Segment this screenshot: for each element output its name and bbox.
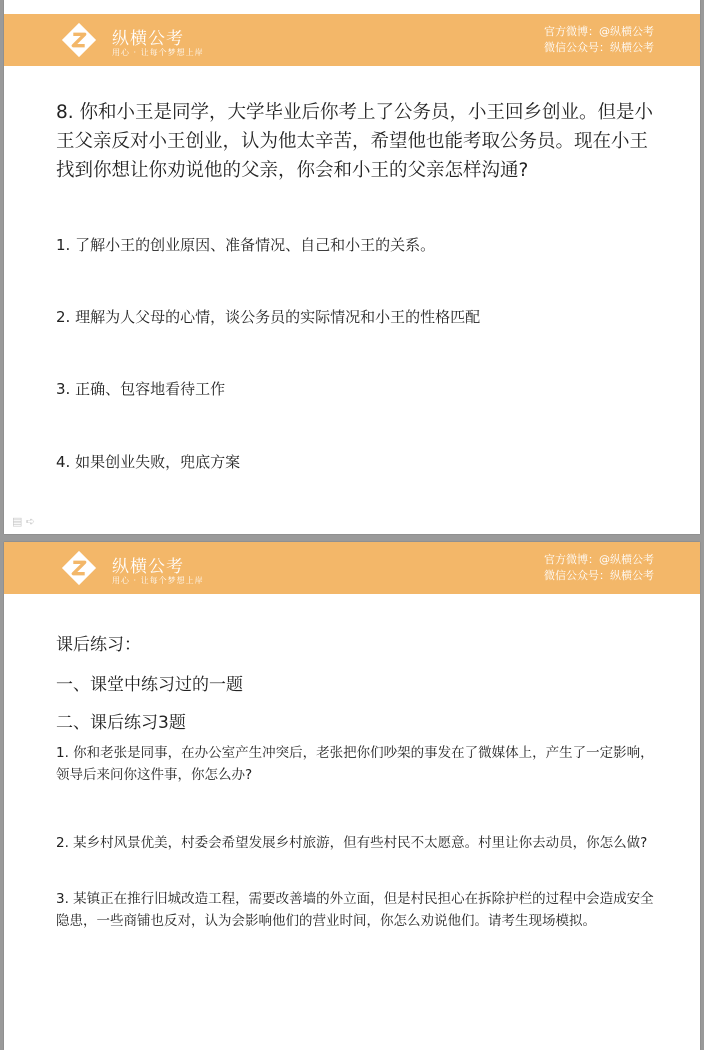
weibo-text: 官方微博：@纵横公考 [544, 553, 654, 566]
question-block [56, 98, 660, 185]
brand-slogan: 用心 · 让每个梦想上岸 [112, 48, 204, 57]
wechat-text: 微信公众号：纵横公考 [544, 569, 654, 582]
brand-name: 纵横公考 [112, 29, 184, 49]
section-1-heading: 一、课堂中练习过的一题 [56, 675, 243, 695]
slide-2 [4, 542, 700, 1050]
slide-nav-icons[interactable] [12, 515, 35, 528]
wechat-text: 微信公众号：纵横公考 [544, 41, 654, 54]
brand-banner [4, 14, 700, 66]
section-2-heading: 二、课后练习3题 [56, 713, 186, 733]
brand-slogan: 用心 · 让每个梦想上岸 [112, 576, 204, 585]
brand-logo-icon [60, 549, 98, 587]
brand-banner [4, 542, 700, 594]
social-info [544, 24, 654, 56]
exercise-item: 2. 某乡村风景优美，村委会希望发展乡村旅游，但有些村民不太愿意。村里让你去动员，你怎么做? [56, 835, 648, 851]
exercise-item: 1. 你和老张是同事，在办公室产生冲突后，老张把你们吵架的事发在了微媒体上，产生了一定影响，领导后来问你这件事，你怎么办? [56, 745, 654, 783]
weibo-text: 官方微博：@纵横公考 [544, 25, 654, 38]
answer-item: 4. 如果创业失败，兜底方案 [56, 453, 241, 471]
question-text: 8. 你和小王是同学，大学毕业后你考上了公务员，小王回乡创业。但是小王父亲反对小王创业，认为他太辛苦，希望他也能考取公务员。现在小王找到你想让你劝说他的父亲，你会和小王的父亲怎样沟通? [56, 102, 654, 181]
menu-icon[interactable]: ▤ [12, 515, 23, 528]
slide-1 [4, 0, 700, 534]
answer-item: 3. 正确、包容地看待工作 [56, 380, 226, 398]
answer-item: 2. 理解为人父母的心情，谈公务员的实际情况和小王的性格匹配 [56, 308, 481, 326]
social-info [544, 552, 654, 584]
arrow-right-icon[interactable]: ➪ [25, 515, 36, 528]
brand-name: 纵横公考 [112, 557, 184, 577]
homework-heading: 课后练习： [56, 635, 141, 655]
brand-logo-icon [60, 21, 98, 59]
slide-top-strip [4, 0, 700, 14]
answer-item: 1. 了解小王的创业原因、准备情况、自己和小王的关系。 [56, 236, 436, 254]
exercise-item: 3. 某镇正在推行旧城改造工程，需要改善墙的外立面，但是村民担心在拆除护栏的过程中会造成安全隐患，一些商铺也反对，认为会影响他们的营业时间，你怎么劝说他们。请考生现场模拟。 [56, 891, 654, 929]
